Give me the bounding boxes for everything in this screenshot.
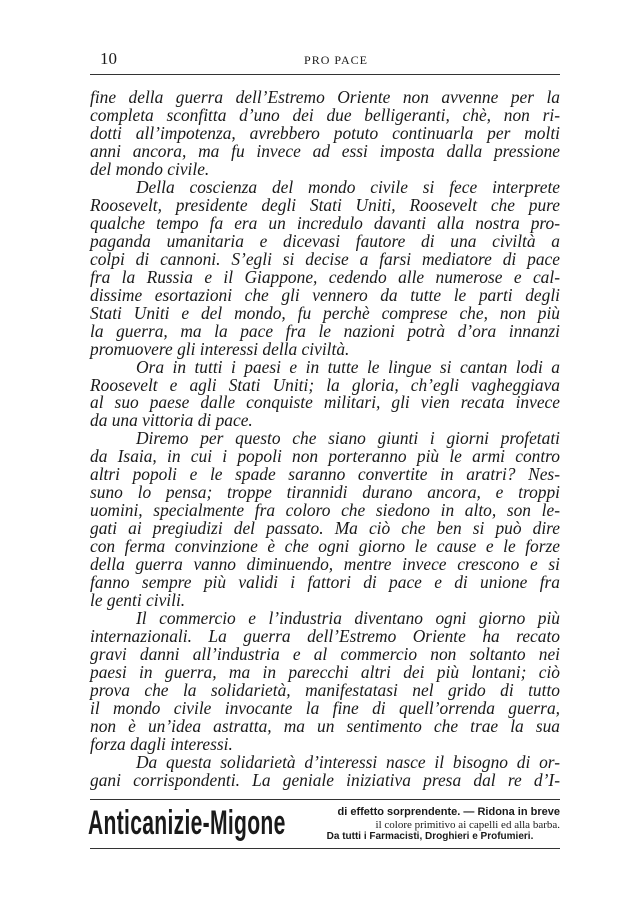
text-line: la guerra, ma la pace fra le nazioni potrà d’ora innanzi — [90, 320, 560, 341]
ad-top-rule — [90, 799, 560, 800]
text-line: al suo paese dalle conquiste militari, gli vien recata invece — [90, 392, 560, 413]
text-line: altri popoli e le spade saranno convertite in aratri? Nes- — [90, 464, 560, 485]
paragraph — [90, 609, 560, 753]
text-line: Il commercio e l’industria diventano ogni giorno più — [136, 608, 560, 629]
header-rule — [90, 74, 560, 75]
text-line: del mondo civile. — [90, 158, 210, 179]
text-line: Della coscienza del mondo civile si fece interprete — [136, 176, 560, 197]
text-line: da una vittoria di pace. — [90, 410, 253, 431]
text-line: gravi danni all’industria e al commercio non soltanto nei — [90, 644, 560, 665]
running-title: PRO PACE — [304, 53, 368, 67]
text-line: qualche tempo fa era un incredulo davanti alla nostra pro- — [90, 212, 560, 233]
paragraph — [90, 88, 560, 178]
text-line: paganda umanitaria e dicevasi fautore di una civiltà a — [90, 230, 560, 251]
text-line: Da questa solidarietà d’interessi nasce il bisogno di or- — [136, 751, 560, 772]
page-number: 10 — [100, 49, 117, 68]
text-line: dissime esortazioni che gli vennero da tutte le parti degli — [90, 284, 560, 305]
text-line: fine della guerra dell’Estremo Oriente non avvenne per la — [90, 87, 560, 107]
ad-bottom-rule — [90, 848, 560, 849]
text-line: il mondo civile invocante la fine di quell’orrenda guerra, — [90, 697, 560, 718]
text-line: le genti civili. — [90, 590, 186, 611]
ad-line-3: Da tutti i Farmacisti, Droghieri e Profumieri. — [326, 831, 534, 842]
text-line: prova che la solidarietà, manifestatasi nel grido di tutto — [90, 679, 560, 700]
ad-line-1: di effetto sorprendente. — Ridona in breve — [337, 806, 560, 818]
text-line: Stati Uniti e del mondo, fu perchè comprese che, non più — [90, 302, 560, 323]
text-line: forza dagli interessi. — [90, 733, 233, 754]
text-line: fra la Russia e il Giappone, cedendo alle numerose e cal- — [90, 266, 560, 287]
text-line: promuovere gli interessi della civiltà. — [90, 338, 350, 359]
ad-copy — [300, 806, 560, 844]
text-line: suno lo pensa; troppe tirannidi durano ancora, e troppi — [90, 482, 560, 503]
ad-product-name: Anticanizie-Migone — [88, 804, 286, 842]
text-line: dotti all’impotenza, avrebbero potuto continuarla per molti — [90, 122, 560, 143]
text-line: gani corrispondenti. La geniale iniziativa presa dal re d’I- — [90, 769, 560, 790]
paragraph — [90, 753, 560, 789]
text-line: completa sconfitta d’uno dei due belligeranti, chè, non ri- — [90, 104, 560, 125]
text-line: internazionali. La guerra dell’Estremo Oriente ha recato — [90, 626, 560, 647]
text-line: Roosevelt, presidente degli Stati Uniti, Roosevelt che pure — [90, 194, 560, 215]
body-text — [90, 88, 560, 789]
text-line: Diremo per questo che siano giunti i giorni profetati — [136, 428, 560, 449]
paragraph — [90, 429, 560, 609]
text-line: anni ancora, ma fu invece ad essi imposta dalla pressione — [90, 140, 560, 161]
text-line: paesi in guerra, ma in parecchi altri dei più lontani; ciò — [90, 662, 560, 682]
text-line: Roosevelt e agli Stati Uniti; la gloria, ch’egli vagheggiava — [90, 374, 560, 395]
text-line: gati ai pregiudizi del passato. Ma ciò che ben si può dire — [90, 518, 560, 539]
ad-line-2: il colore primitivo ai capelli ed alla barba. — [375, 818, 560, 831]
text-line: fanno sempre più validi i fattori di pace e di unione fra — [90, 572, 560, 593]
text-line: con ferma convinzione è che ogni giorno le cause e le forze — [90, 536, 560, 557]
text-line: colpi di cannoni. S’egli si decise a farsi mediatore di pace — [90, 248, 560, 269]
paragraph — [90, 178, 560, 358]
paragraph — [90, 358, 560, 430]
text-line: non è un’idea astratta, ma un sentimento che trae la sua — [90, 715, 560, 736]
text-line: uomini, specialmente fra coloro che siedono in alto, son le- — [90, 500, 560, 521]
text-line: della guerra vanno diminuendo, mentre invece crescono e si — [90, 554, 560, 575]
text-line: Ora in tutti i paesi e in tutte le lingue si cantan lodi a — [136, 356, 560, 377]
text-line: da Isaia, in cui i popoli non porteranno più le armi contro — [90, 446, 560, 467]
